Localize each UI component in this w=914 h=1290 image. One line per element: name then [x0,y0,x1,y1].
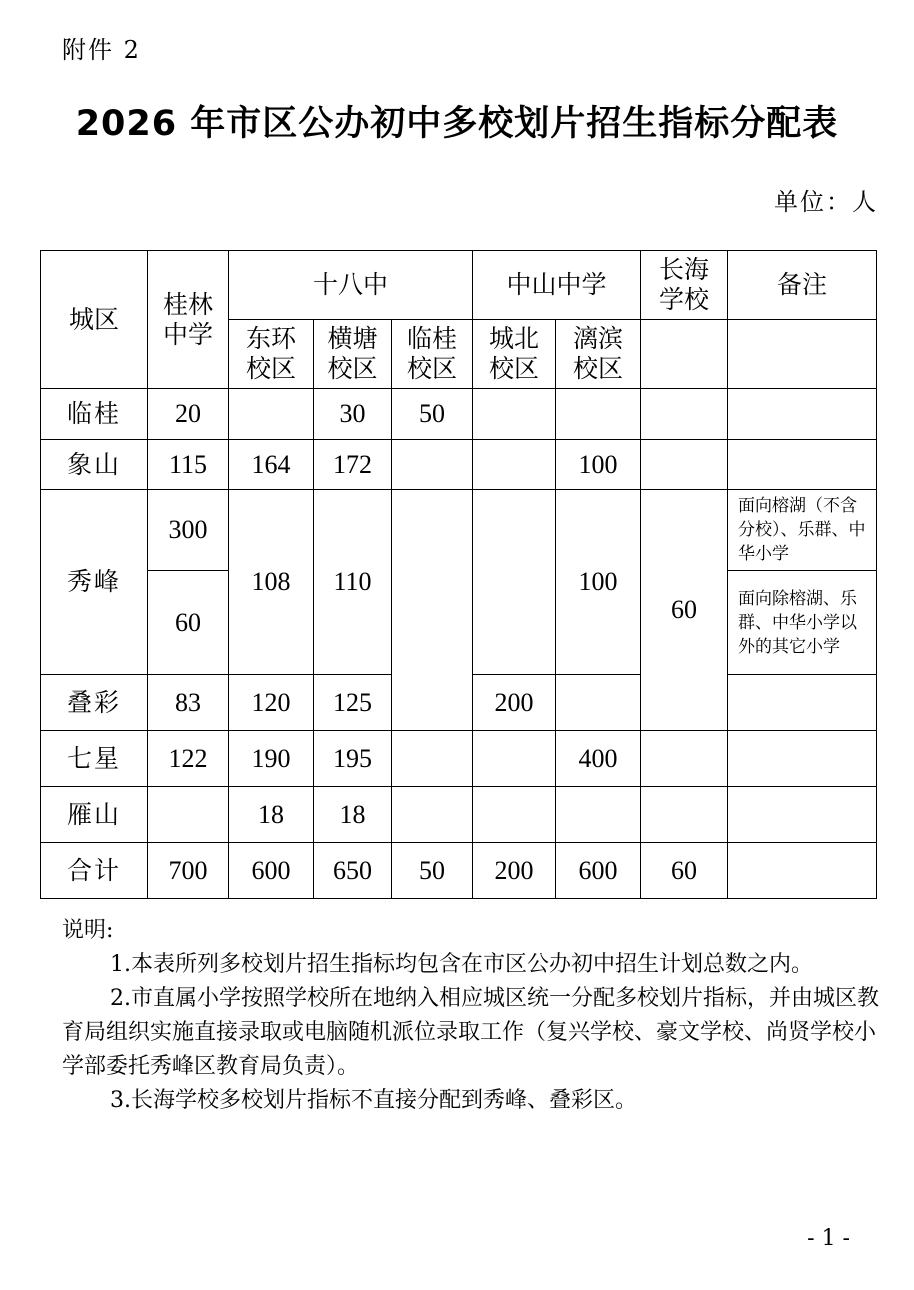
libin-cell [556,389,641,440]
libin-cell: 100 [556,440,641,490]
chengbei-cell: 200 [473,675,556,731]
lingui-campus-cell: 50 [392,389,473,440]
district-cell: 象山 [41,440,148,490]
chengbei-cell [473,389,556,440]
header-zhongshan-school: 中山中学 [473,251,641,320]
changhai-cell: 60 [641,843,728,899]
chengbei-cell [473,787,556,843]
remark-cell [728,675,877,731]
guilin-cell: 83 [148,675,229,731]
header-changhai-line1: 长海 [659,255,710,284]
hengtang-cell: 195 [314,731,392,787]
hengtang-cell: 650 [314,843,392,899]
unit-label: 单位：人 [774,188,878,216]
chengbei-cell [473,490,556,675]
header-hengtang-line1: 横塘 [327,324,378,353]
chengbei-cell: 200 [473,843,556,899]
remark-cell [728,843,877,899]
hengtang-cell: 18 [314,787,392,843]
remark-cell: 面向榕湖（不含分校）、乐群、中华小学 [728,490,877,571]
header-donghuan-line1: 东环 [245,324,296,353]
guilin-cell: 300 [148,490,229,571]
header-chengbei-line2: 校区 [489,354,540,383]
libin-cell: 600 [556,843,641,899]
lingui-campus-cell [392,440,473,490]
header-guilin-line2: 中学 [162,319,213,349]
lingui-campus-cell: 50 [392,843,473,899]
header-guilin [148,251,229,389]
district-cell: 临桂 [41,389,148,440]
guilin-cell: 700 [148,843,229,899]
page-number: - 1 - [807,1226,850,1251]
header-hengtang [314,320,392,389]
district-cell: 叠彩 [41,675,148,731]
attachment-label: 附件 2 [62,36,141,64]
guilin-cell: 115 [148,440,229,490]
explanation-heading: 说明: [62,918,114,943]
district-cell: 秀峰 [41,490,148,675]
libin-cell [556,787,641,843]
donghuan-cell: 108 [229,490,314,675]
header-changhai-sub [641,320,728,389]
chengbei-cell [473,440,556,490]
lingui-campus-cell [392,490,473,731]
table-row [41,389,877,440]
donghuan-cell: 190 [229,731,314,787]
changhai-cell [641,731,728,787]
district-cell: 七星 [41,731,148,787]
chengbei-cell [473,731,556,787]
hengtang-cell: 125 [314,675,392,731]
allocation-table [40,250,877,899]
explanation-item: 1.本表所列多校划片招生指标均包含在市区公办初中招生计划总数之内。 [110,952,813,977]
libin-cell [556,675,641,731]
table-row [41,731,877,787]
table-row [41,787,877,843]
lingui-campus-cell [392,787,473,843]
header-donghuan [229,320,314,389]
header-hengtang-line2: 校区 [327,354,378,383]
libin-cell: 400 [556,731,641,787]
guilin-cell: 122 [148,731,229,787]
changhai-cell [641,440,728,490]
hengtang-cell: 172 [314,440,392,490]
district-cell: 合计 [41,843,148,899]
header-changhai [641,251,728,320]
page-title: 2026 年市区公办初中多校划片招生指标分配表 [75,104,839,144]
changhai-cell: 60 [641,490,728,731]
hengtang-cell: 110 [314,490,392,675]
explanation-section [62,914,884,1118]
header-libin-line2: 校区 [573,354,624,383]
header-remark-sub [728,320,877,389]
header-libin [556,320,641,389]
explanation-item: 2.市直属小学按照学校所在地纳入相应城区统一分配多校划片指标，并由城区教育局组织实施直接录取或电脑随机派位录取工作（复兴学校、豪文学校、尚贤学校小学部委托秀峰区教育局负责）。 [62,986,879,1079]
table-row-total [41,843,877,899]
donghuan-cell: 18 [229,787,314,843]
header-lingui-campus-line2: 校区 [407,354,458,383]
changhai-cell [641,389,728,440]
header-libin-line1: 漓滨 [573,324,624,353]
changhai-cell [641,787,728,843]
donghuan-cell [229,389,314,440]
explanation-item: 3.长海学校多校划片指标不直接分配到秀峰、叠彩区。 [110,1088,637,1113]
guilin-cell: 20 [148,389,229,440]
donghuan-cell: 120 [229,675,314,731]
table-row [41,440,877,490]
district-cell: 雁山 [41,787,148,843]
header-changhai-line2: 学校 [659,285,710,314]
remark-cell: 面向除榕湖、乐群、中华小学以外的其它小学 [728,571,877,675]
remark-cell [728,440,877,490]
header-chengbei [473,320,556,389]
header-district: 城区 [41,251,148,389]
header-lingui-campus [392,320,473,389]
header-lingui-campus-line1: 临桂 [407,324,458,353]
libin-cell: 100 [556,490,641,675]
donghuan-cell: 600 [229,843,314,899]
table-row [41,490,877,571]
header-chengbei-line1: 城北 [489,324,540,353]
remark-cell [728,389,877,440]
header-eighteenth-school: 十八中 [229,251,473,320]
remark-cell [728,731,877,787]
remark-cell [728,787,877,843]
lingui-campus-cell [392,731,473,787]
hengtang-cell: 30 [314,389,392,440]
header-remark: 备注 [728,251,877,320]
guilin-cell: 60 [148,571,229,675]
header-guilin-line1: 桂林 [162,289,213,319]
header-donghuan-line2: 校区 [245,354,296,383]
donghuan-cell: 164 [229,440,314,490]
guilin-cell [148,787,229,843]
